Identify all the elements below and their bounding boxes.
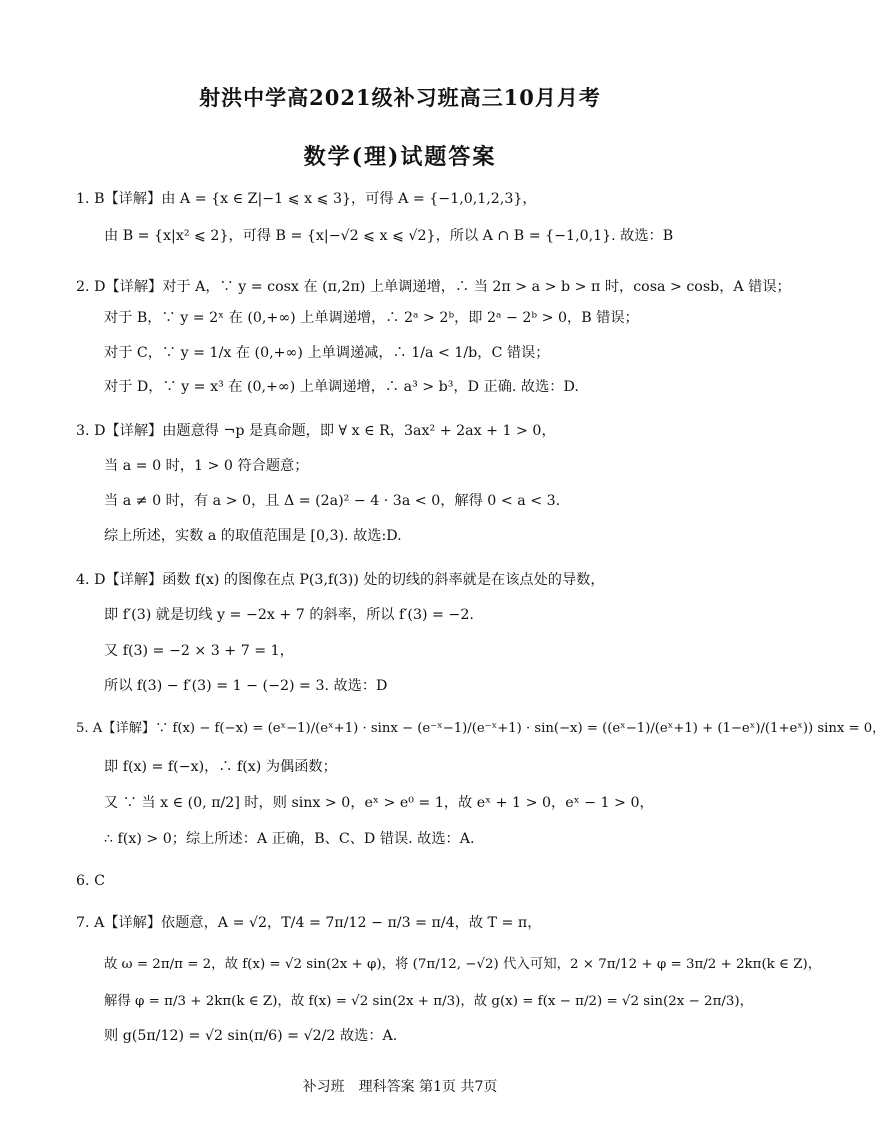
question-3-line-4: 综上所述，实数 a 的取值范围是 [0,3). 故选:D. [104,528,402,544]
question-7-line-1 [76,913,541,933]
question-4-line-4: 所以 f(3) − f′(3) = 1 − (−2) = 3. 故选：D [104,678,388,694]
question-3-line-3: 当 a ≠ 0 时，有 a > 0，且 Δ = (2a)² − 4 · 3a < 0，解得 0 < a < 3. [104,493,561,509]
question-number: 6. [76,873,90,889]
question-7-line-4: 则 g(5π/12) = √2 sin(π/6) = √2/2 故选：A. [104,1028,398,1044]
question-number: 1. [76,191,90,207]
question-number: 7. [76,915,90,931]
answer-text: D【详解】由题意得 ¬p 是真命题，即 ∀ x ∈ R，3ax² + 2ax + 1 > 0， [94,423,556,439]
answer-text: B【详解】由 A = {x ∈ Z|−1 ⩽ x ⩽ 3}，可得 A = {−1,0,1,2,3}， [94,191,537,207]
question-3-line-2: 当 a = 0 时，1 > 0 符合题意； [104,458,309,474]
question-2-line-4: 对于 D，∵ y = x³ 在 (0,+∞) 上单调递增，∴ a³ > b³，D 正确. 故选：D. [104,379,579,395]
question-2-line-2: 对于 B，∵ y = 2ˣ 在 (0,+∞) 上单调递增，∴ 2ᵃ > 2ᵇ，即 2ᵃ − 2ᵇ > 0，B 错误； [104,310,639,326]
question-5-line-4: ∴ f(x) > 0；综上所述：A 正确，B、C、D 错误. 故选：A. [104,831,475,847]
question-1-line-2: 由 B = {x|x² ⩽ 2}，可得 B = {x|−√2 ⩽ x ⩽ √2}，所以 A ∩ B = {−1,0,1}. 故选：B [104,228,674,244]
question-6-line-1 [76,871,105,891]
question-7-line-2: 故 ω = 2π/π = 2，故 f(x) = √2 sin(2x + φ)，将 (7π/12, −√2) 代入可知，2 × 7π/12 + φ = 3π/2 + 2kπ(k ∈ Z)， [104,957,822,972]
question-number: 5. [76,721,89,736]
question-5-line-1 [76,719,885,739]
question-4-line-1 [76,570,605,590]
page-footer: 补习班 理科答案 第1页 共7页 [302,1079,498,1095]
question-4-line-2: 即 f′(3) 就是切线 y = −2x + 7 的斜率，所以 f′(3) = −2. [104,607,474,623]
answer-text: A【详解】依题意，A = √2，T/4 = 7π/12 − π/3 = π/4，故 T = π， [94,915,542,931]
question-4-line-3: 又 f(3) = −2 × 3 + 7 = 1， [104,643,294,659]
question-number: 4. [76,572,90,588]
question-1-line-1 [76,189,537,209]
question-2-line-3: 对于 C，∵ y = 1/x 在 (0,+∞) 上单调递减，∴ 1/a < 1/b，C 错误； [104,345,550,361]
page-title: 射洪中学高2021级补习班高三10月月考 [199,85,601,110]
answer-text: D【详解】对于 A，∵ y = cosx 在 (π,2π) 上单调递增，∴ 当 2π > a > b > π 时，cosa > cosb，A 错误； [94,279,791,295]
question-2-line-1 [76,277,791,297]
question-3-line-1 [76,421,556,441]
answer-text: A【详解】∵ f(x) − f(−x) = (eˣ−1)/(eˣ+1) · sinx − (e⁻ˣ−1)/(e⁻ˣ+1) · sin(−x) = ((eˣ−1)/(eˣ+1) + (1−eˣ)/(1+eˣ)) sinx = 0， [92,721,885,736]
question-number: 3. [76,423,90,439]
question-5-line-3: 又 ∵ 当 x ∈ (0, π/2] 时，则 sinx > 0，eˣ > e⁰ = 1，故 eˣ + 1 > 0，eˣ − 1 > 0， [104,795,654,811]
question-5-line-2: 即 f(x) = f(−x)，∴ f(x) 为偶函数； [104,759,337,775]
question-7-line-3: 解得 φ = π/3 + 2kπ(k ∈ Z)，故 f(x) = √2 sin(2x + π/3)，故 g(x) = f(x − π/2) = √2 sin(2x − 2π/3)， [104,994,754,1009]
answer-text: D【详解】函数 f(x) 的图像在点 P(3,f(3)) 处的切线的斜率就是在该点处的导数， [94,572,605,588]
answer-text: C [94,873,105,889]
page-subtitle: 数学(理)试题答案 [303,144,497,170]
question-number: 2. [76,279,90,295]
